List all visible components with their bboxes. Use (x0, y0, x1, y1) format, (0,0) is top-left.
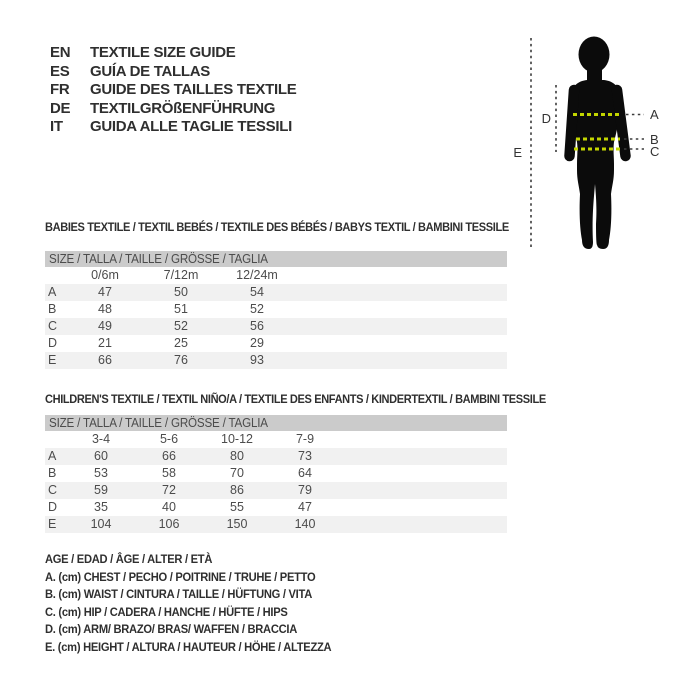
row-label: B (48, 466, 57, 480)
row-label: A (48, 285, 57, 299)
babies-size-table (45, 251, 507, 369)
table-cell: 59 (94, 483, 108, 497)
table-cell: 49 (98, 319, 112, 333)
table-cell: 73 (298, 449, 312, 463)
row-label: C (48, 483, 58, 497)
child-left-arm (570, 90, 575, 156)
table-cell: 50 (174, 285, 188, 299)
table-row (45, 499, 507, 516)
language-row-en (50, 44, 296, 63)
table-cell: 72 (162, 483, 176, 497)
table-cell: 76 (174, 353, 188, 367)
language-label: GUIDA ALLE TAGLIE TESSILI (90, 118, 292, 136)
table-cell: 40 (162, 500, 176, 514)
row-label: E (48, 353, 57, 367)
table-cell: 56 (250, 319, 264, 333)
figure-label-c: C (650, 144, 660, 159)
table-cell: 21 (98, 336, 112, 350)
table-cell: 25 (174, 336, 188, 350)
language-code: FR (50, 81, 70, 99)
table-row (45, 448, 507, 465)
child-head (579, 37, 610, 73)
table-cell: 106 (158, 517, 180, 531)
language-list (50, 44, 296, 137)
table-cell: 60 (94, 449, 108, 463)
table-cell: 93 (250, 353, 264, 367)
measurement-legend (45, 551, 353, 656)
table-row (45, 482, 507, 499)
row-label: D (48, 336, 58, 350)
table-cell: 53 (94, 466, 108, 480)
size-col: 0/6m (91, 268, 119, 282)
language-code: DE (50, 99, 71, 117)
table-cell: 54 (250, 285, 264, 299)
table-row (45, 465, 507, 482)
table-header (45, 415, 507, 431)
table-cell: 51 (174, 302, 188, 316)
language-code: EN (50, 44, 71, 61)
row-label: A (48, 449, 57, 463)
figure-label-a: A (650, 107, 659, 122)
size-col: 5-6 (159, 432, 179, 446)
row-label: D (48, 500, 58, 514)
size-col: 10-12 (221, 432, 253, 446)
legend-item-e: E. (cm) HEIGHT / ALTURA / HAUTEUR / HÖHE / ALTEZZA (45, 639, 332, 654)
table-row (45, 301, 507, 318)
table-cell: 29 (250, 336, 264, 350)
language-row-es (50, 63, 296, 82)
language-code: ES (50, 62, 70, 80)
table-header (45, 251, 507, 267)
figure-label-d: D (541, 111, 551, 126)
language-label: GUIDE DES TAILLES TEXTILE (90, 81, 297, 99)
language-row-de (50, 100, 296, 119)
table-cell: 64 (298, 466, 312, 480)
table-row (45, 284, 507, 301)
legend-age-line: AGE / EDAD / ÂGE / ALTER / ETÀ (45, 552, 213, 566)
measurement-figure (500, 18, 700, 263)
size-col: 7/12m (163, 268, 199, 282)
language-label: TEXTILE SIZE GUIDE (90, 44, 236, 61)
table-cell: 79 (298, 483, 312, 497)
table-cell: 48 (98, 302, 112, 316)
table-cell: 52 (174, 319, 188, 333)
table-cell: 140 (294, 517, 316, 531)
row-label: B (48, 302, 57, 316)
language-label: GUÍA DE TALLAS (90, 62, 210, 80)
child-right-arm (617, 90, 626, 156)
legend-item-d: D. (cm) ARM/ BRAZO/ BRAS/ WAFFEN / BRACCIA (45, 622, 297, 636)
table-row (45, 516, 507, 533)
size-col: 12/24m (236, 268, 278, 282)
child-body (570, 37, 626, 250)
table-cell: 104 (90, 517, 112, 531)
table-cell: 47 (298, 500, 312, 514)
children-section-title: CHILDREN'S TEXTILE / TEXTIL NIÑO/A / TEXTILE DES ENFANTS / KINDERTEXTIL / BAMBINI TESSILE (45, 392, 546, 406)
figure-label-e: E (513, 145, 522, 160)
table-cell: 66 (162, 449, 176, 463)
table-row (45, 318, 507, 335)
table-row (45, 335, 507, 352)
table-cell: 52 (250, 302, 264, 316)
table-cell: 58 (162, 466, 176, 480)
table-cell: 47 (98, 285, 112, 299)
table-cell: 150 (226, 517, 248, 531)
size-header-row (45, 431, 507, 448)
table-cell: 80 (230, 449, 244, 463)
row-label: E (48, 517, 57, 531)
table-cell: 86 (230, 483, 244, 497)
legend-item-b: B. (cm) WAIST / CINTURA / TAILLE / HÜFTUNG / VITA (45, 587, 312, 601)
row-label: C (48, 319, 58, 333)
table-cell: 70 (230, 466, 244, 480)
table-header-label: SIZE / TALLA / TAILLE / GRÖSSE / TAGLIA (49, 416, 268, 430)
language-row-fr (50, 81, 296, 100)
size-col: 7-9 (295, 432, 315, 446)
size-header-row (45, 267, 507, 284)
legend-item-a: A. (cm) CHEST / PECHO / POITRINE / TRUHE / PETTO (45, 569, 316, 584)
table-cell: 55 (230, 500, 244, 514)
children-size-table (45, 415, 507, 533)
table-cell: 35 (94, 500, 108, 514)
table-cell: 66 (98, 353, 112, 367)
size-col: 3-4 (91, 432, 111, 446)
language-code: IT (50, 118, 63, 136)
legend-item-c: C. (cm) HIP / CADERA / HANCHE / HÜFTE / HIPS (45, 604, 288, 619)
language-label: TEXTILGRÖßENFÜHRUNG (90, 99, 276, 117)
child-torso-legs (571, 80, 620, 249)
child-silhouette-icon (500, 18, 700, 263)
figure-label-b: B (650, 132, 659, 147)
table-row (45, 352, 507, 369)
babies-section-title: BABIES TEXTILE / TEXTIL BEBÉS / TEXTILE DES BÉBÉS / BABYS TEXTIL / BAMBINI TESSILE (45, 220, 509, 234)
table-header-label: SIZE / TALLA / TAILLE / GRÖSSE / TAGLIA (49, 252, 268, 266)
language-row-it (50, 118, 296, 137)
